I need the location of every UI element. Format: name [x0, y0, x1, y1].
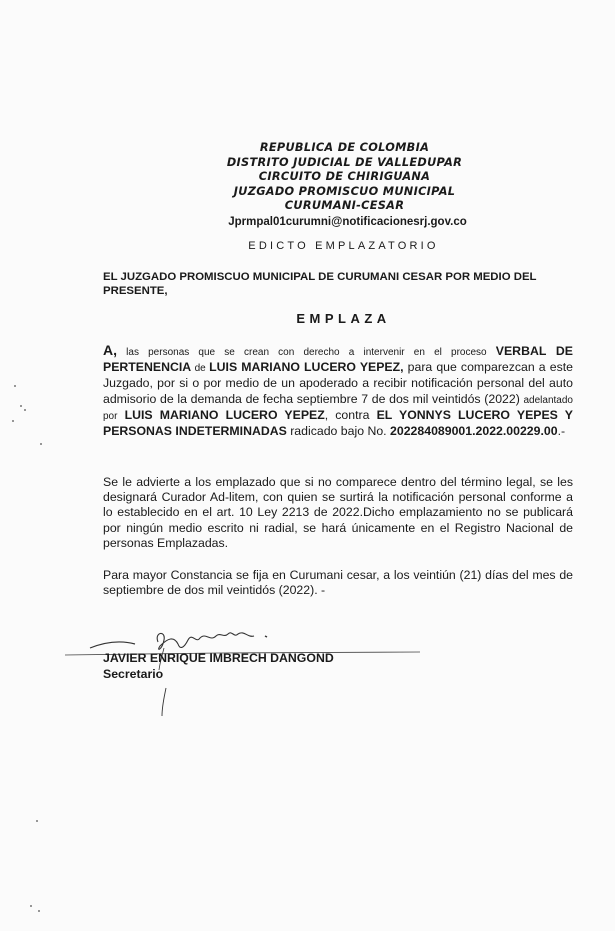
paragraph-summons: [103, 343, 573, 439]
header-court: JUZGADO PROMISCUO MUNICIPAL: [233, 184, 456, 198]
header-city: CURUMANI-CESAR: [284, 199, 405, 213]
summons-text-6: radicado bajo No.: [286, 424, 391, 439]
header-country: REPUBLICA DE COLOMBIA: [259, 141, 430, 154]
summons-plaintiff-2: LUIS MARIANO LUCERO YEPEZ: [117, 407, 325, 422]
emplaza-title: EMPLAZA: [296, 311, 391, 326]
header-circuit: CIRCUITO DE CHIRIGUANA: [258, 170, 431, 184]
header-district: DISTRITO JUDICIAL DE VALLEDUPAR: [226, 155, 463, 169]
summons-plaintiff-1: LUIS MARIANO LUCERO YEPEZ,: [209, 360, 404, 375]
edicto-title: EDICTO EMPLAZATORIO: [248, 240, 439, 252]
summons-lead: A,: [103, 342, 117, 358]
letterhead: [0, 141, 615, 230]
summons-text-5: , contra: [324, 407, 377, 422]
paragraph-warning: Se le advierte a los emplazado que si no comparece dentro del término legal, se les designará Curador Ad-litem, con quien se surtirá la notificación personal conforme a lo establecido en el art. 10 Ley 2213 de 2022.Dicho emplazamiento no se publicará por ningún medio escrito ni radial, se hará únicamente en el Registro Nacional de personas Emplazadas.: [103, 475, 573, 550]
summons-text-3: para que comparezcan a este Juzgado, por si o por medio de un apoderado a recibir notificación personal del auto admisorio de la demanda de fecha septiembre 7 de dos mil veintidós (2022): [103, 360, 573, 406]
signatory-name: JAVIER ENRIQUE IMBRECH DANGOND: [103, 651, 334, 665]
signatory-role: Secretario: [103, 667, 164, 681]
summons-text-2: de: [191, 363, 210, 375]
paragraph-constancia: Para mayor Constancia se fija en Curumani cesar, a los veintiún (21) días del mes de septiembre de dos mil veintidós (2022). -: [103, 568, 573, 598]
summons-text-7: .-: [557, 424, 566, 439]
summons-process-type: VERBAL DE PERTENENCIA: [103, 344, 574, 375]
header-email: Jprmpal01curumni@notificacionesrj.gov.co: [228, 215, 467, 228]
summons-text-1: las personas que se crean con derecho a intervenir en el proceso: [117, 347, 496, 358]
intro-text: EL JUZGADO PROMISCUO MUNICIPAL DE CURUMANI CESAR POR MEDIO DEL PRESENTE,: [103, 271, 537, 297]
summons-defendants: EL YONNYS LUCERO YEPES Y PERSONAS INDETERMINADAS: [103, 407, 573, 439]
summons-text-4: adelantado por: [103, 394, 573, 422]
summons-case-number: 202284089001.2022.00229.00: [390, 424, 558, 439]
